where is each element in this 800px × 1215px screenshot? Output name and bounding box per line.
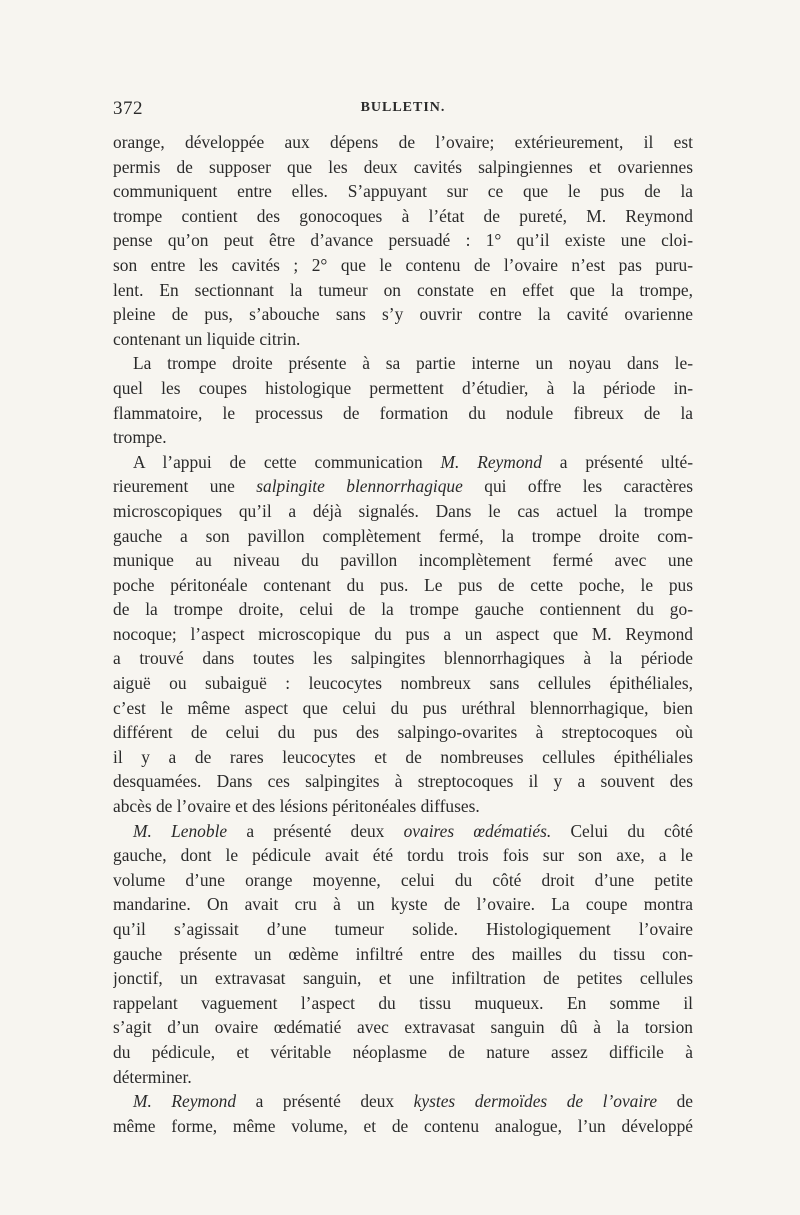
text-segment: a présenté deux bbox=[227, 820, 404, 841]
text-line bbox=[113, 819, 693, 844]
text-segment: poche péritonéale contenant du pus. Le pus de cette poche, le pus bbox=[113, 574, 693, 595]
text-line bbox=[113, 843, 693, 868]
running-title: BULLETIN. bbox=[360, 100, 446, 115]
text-segment: nocoque; l’aspect microscopique du pus a un aspect que M. Reymond bbox=[113, 623, 693, 644]
text-line bbox=[113, 1114, 693, 1139]
text-segment: mandarine. On avait cru à un kyste de l’ovaire. La coupe montra bbox=[113, 894, 693, 915]
text-segment: gauche, dont le pédicule avait été tordu trois fois sur son axe, a le bbox=[113, 845, 693, 866]
text-line bbox=[113, 474, 693, 499]
italic-text: kystes dermoïdes de l’ovaire bbox=[413, 1091, 658, 1112]
text-segment: de la trompe droite, celui de la trompe gauche contiennent du go- bbox=[113, 599, 693, 620]
text-segment: A l’appui de cette communication bbox=[133, 451, 441, 472]
text-segment: gauche présente un œdème infiltré entre des mailles du tissu con- bbox=[113, 943, 693, 964]
text-line bbox=[113, 253, 693, 278]
text-line bbox=[113, 302, 693, 327]
text-line bbox=[113, 671, 693, 696]
text-line bbox=[113, 179, 693, 204]
text-line bbox=[113, 769, 693, 794]
text-segment: permis de supposer que les deux cavités salpingiennes et ovariennes bbox=[113, 156, 693, 177]
text-segment: flammatoire, le processus de formation du nodule fibreux de la bbox=[113, 402, 693, 423]
italic-text: M. Reymond bbox=[440, 451, 542, 472]
text-line bbox=[113, 548, 693, 573]
text-line bbox=[113, 425, 693, 450]
text-segment: a trouvé dans toutes les salpingites blennorrhagiques à la période bbox=[113, 648, 693, 669]
page-header bbox=[113, 98, 693, 122]
text-segment: de bbox=[657, 1091, 693, 1112]
text-segment: son entre les cavités ; 2° que le contenu de l’ovaire n’est pas puru- bbox=[113, 254, 693, 275]
text-segment: trompe contient des gonocoques à l’état de pureté, M. Reymond bbox=[113, 205, 693, 226]
text-segment: même forme, même volume, et de contenu analogue, l’un développé bbox=[113, 1115, 693, 1136]
text-line bbox=[113, 278, 693, 303]
text-segment: pense qu’on peut être d’avance persuadé : 1° qu’il existe une cloi- bbox=[113, 230, 693, 251]
text-segment: microscopiques qu’il a déjà signalés. Dans le cas actuel la trompe bbox=[113, 500, 693, 521]
text-line bbox=[113, 720, 693, 745]
text-line bbox=[113, 1040, 693, 1065]
text-segment: différent de celui du pus des salpingo-ovarites à streptocoques où bbox=[113, 722, 693, 743]
italic-text: ovaires œdématiés. bbox=[403, 820, 552, 841]
italic-text: M. Reymond bbox=[133, 1091, 237, 1112]
body-text bbox=[113, 130, 693, 1138]
text-segment: qu’il s’agissait d’une tumeur solide. Histologiquement l’ovaire bbox=[113, 919, 693, 939]
text-line bbox=[113, 646, 693, 671]
text-segment: quel les coupes histologique permettent d’étudier, à la période in- bbox=[113, 377, 693, 398]
text-line bbox=[113, 1015, 693, 1040]
text-line bbox=[113, 1065, 693, 1090]
text-segment: a présenté deux bbox=[236, 1091, 414, 1112]
text-line bbox=[113, 327, 693, 352]
text-line bbox=[113, 942, 693, 967]
text-segment: contenant un liquide citrin. bbox=[113, 328, 301, 349]
text-line bbox=[113, 622, 693, 647]
page-number: 372 bbox=[113, 98, 143, 119]
text-line bbox=[113, 1089, 693, 1114]
text-line bbox=[113, 376, 693, 401]
text-segment: volume d’une orange moyenne, celui du côté droit d’une petite bbox=[113, 869, 693, 890]
text-segment: trompe. bbox=[113, 427, 167, 448]
text-line bbox=[113, 794, 693, 819]
text-line bbox=[113, 524, 693, 549]
text-line bbox=[113, 597, 693, 622]
italic-text: M. Lenoble bbox=[133, 820, 228, 841]
text-segment: qui offre les caractères bbox=[462, 476, 693, 497]
text-segment: aiguë ou subaiguë : leucocytes nombreux sans cellules épithéliales, bbox=[113, 673, 693, 694]
text-segment: desquamées. Dans ces salpingites à streptocoques il y a souvent des bbox=[113, 771, 693, 792]
text-segment: rappelant vaguement l’aspect du tissu muqueux. En somme il bbox=[113, 992, 693, 1013]
italic-text: salpingite blennorrhagique bbox=[256, 476, 463, 497]
text-segment: gauche a son pavillon complètement fermé, la trompe droite com- bbox=[113, 525, 693, 546]
text-line bbox=[113, 966, 693, 991]
text-segment: Celui du côté bbox=[551, 820, 693, 841]
text-line bbox=[113, 892, 693, 917]
text-line bbox=[113, 204, 693, 229]
text-line bbox=[113, 351, 693, 376]
text-line bbox=[113, 450, 693, 475]
text-segment: lent. En sectionnant la tumeur on constate en effet que la trompe, bbox=[113, 279, 693, 300]
text-segment: jonctif, un extravasat sanguin, et une infiltration de petites cellules bbox=[113, 968, 693, 989]
text-segment: du pédicule, et véritable néoplasme de nature assez difficile à bbox=[113, 1041, 693, 1062]
text-line bbox=[113, 991, 693, 1016]
text-segment: déterminer. bbox=[113, 1066, 192, 1087]
text-segment: orange, développée aux dépens de l’ovaire; extérieurement, il est bbox=[113, 132, 693, 152]
text-segment: communiquent entre elles. S’appuyant sur ce que le pus de la bbox=[113, 181, 693, 202]
text-segment: pleine de pus, s’abouche sans s’y ouvrir contre la cavité ovarienne bbox=[113, 304, 693, 325]
text-segment: il y a de rares leucocytes et de nombreuses cellules épithéliales bbox=[113, 746, 693, 767]
text-segment: La trompe droite présente à sa partie interne un noyau dans le- bbox=[133, 353, 693, 374]
text-segment: munique au niveau du pavillon incomplètement fermé avec une bbox=[113, 550, 693, 571]
text-segment: abcès de l’ovaire et des lésions péritonéales diffuses. bbox=[113, 796, 480, 817]
text-line bbox=[113, 917, 693, 942]
text-line bbox=[113, 130, 693, 155]
text-segment: s’agit d’un ovaire œdématié avec extravasat sanguin dû à la torsion bbox=[113, 1017, 693, 1038]
text-segment: rieurement une bbox=[113, 476, 257, 497]
text-line bbox=[113, 696, 693, 721]
text-line bbox=[113, 155, 693, 180]
text-line bbox=[113, 228, 693, 253]
text-line bbox=[113, 401, 693, 426]
text-line bbox=[113, 745, 693, 770]
text-segment: a présenté ulté- bbox=[541, 451, 693, 472]
text-line bbox=[113, 868, 693, 893]
text-segment: c’est le même aspect que celui du pus uréthral blennorrhagique, bien bbox=[113, 697, 693, 718]
text-line bbox=[113, 573, 693, 598]
text-line bbox=[113, 499, 693, 524]
